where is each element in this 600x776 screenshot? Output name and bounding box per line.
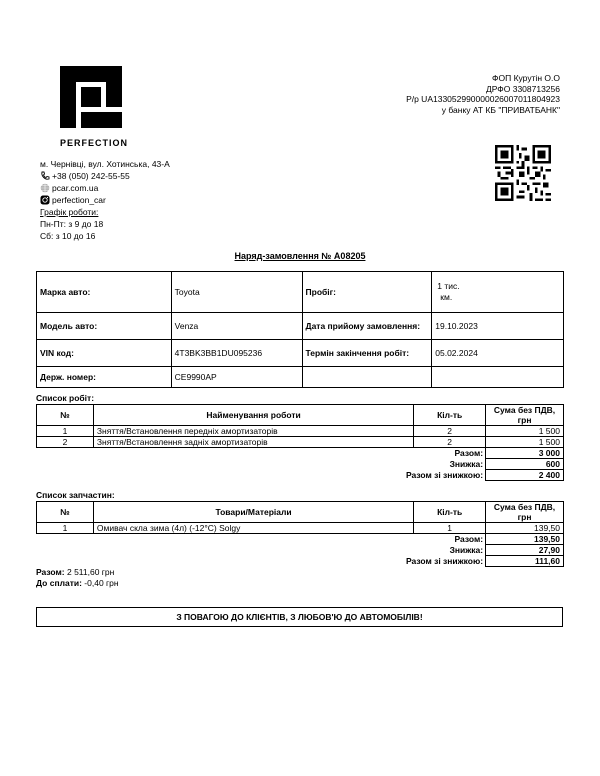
works-row-qty: 2 xyxy=(414,437,486,448)
empty-cell xyxy=(432,367,564,388)
mileage-value-line1: 1 тис. xyxy=(437,281,460,291)
works-total-value: 3 000 xyxy=(486,448,564,459)
schedule-saturday: Сб: з 10 до 16 xyxy=(40,231,96,241)
company-account: Р/р UA133052990000026007011804923 xyxy=(406,94,560,104)
works-discount-label: Знижка: xyxy=(449,459,484,469)
company-tax-id: ДРФО 3308713256 xyxy=(485,83,560,94)
website-link[interactable]: pcar.com.ua xyxy=(52,183,99,193)
instagram-icon xyxy=(40,195,50,205)
brand-logo-icon xyxy=(60,66,122,128)
qr-code-icon xyxy=(495,145,551,201)
parts-discount-value: 27,90 xyxy=(486,545,564,556)
make-value: Toyota xyxy=(171,272,302,313)
parts-table xyxy=(36,501,564,567)
table-row xyxy=(37,426,564,437)
footer-slogan: З ПОВАГОЮ ДО КЛІЄНТІВ, З ЛЮБОВ'Ю ДО АВТОМОБІЛІВ! xyxy=(36,607,563,627)
make-label: Марка авто: xyxy=(37,272,172,313)
deadline-value: 05.02.2024 xyxy=(432,340,564,367)
parts-header-qty: Кіл-ть xyxy=(414,502,486,523)
mileage-value-line2: км. xyxy=(440,292,453,302)
model-label: Модель авто: xyxy=(37,313,172,340)
parts-row-qty: 1 xyxy=(414,523,486,534)
plate-label: Держ. номер: xyxy=(37,367,172,388)
vehicle-info-table xyxy=(36,271,564,388)
works-row-name: Зняття/Встановлення передніх амортизаторів xyxy=(93,426,413,437)
works-with-discount-value: 2 400 xyxy=(486,470,564,481)
amount-due-label: До сплати: xyxy=(36,578,82,588)
works-header-sum: Сума без ПДВ, грн xyxy=(486,405,564,426)
contacts-block xyxy=(40,158,170,242)
works-header-qty: Кіл-ть xyxy=(414,405,486,426)
vin-value: 4T3BK3BB1DU095236 xyxy=(171,340,302,367)
globe-icon xyxy=(40,183,50,193)
grand-total-label: Разом: xyxy=(36,567,65,577)
works-row-num: 2 xyxy=(37,437,94,448)
parts-header-name: Товари/Матеріали xyxy=(93,502,413,523)
parts-row-name: Омивач скла зима (4л) (-12°С) Solgy xyxy=(93,523,413,534)
works-discount-value: 600 xyxy=(486,459,564,470)
works-total-label: Разом: xyxy=(454,448,484,459)
phone-icon xyxy=(40,171,50,181)
parts-row-num: 1 xyxy=(37,523,94,534)
company-details xyxy=(406,73,560,115)
works-with-discount-label: Разом зі знижкою: xyxy=(405,470,484,480)
grand-total-value: 2 511,60 грн xyxy=(66,567,115,577)
amount-due-value: -0,40 грн xyxy=(84,578,119,588)
vin-label: VIN код: xyxy=(37,340,172,367)
empty-cell xyxy=(302,367,432,388)
parts-discount-label: Знижка: xyxy=(449,545,484,555)
order-title: Наряд-замовлення № А08205 xyxy=(234,251,366,261)
table-row xyxy=(37,437,564,448)
works-row-num: 1 xyxy=(37,426,94,437)
works-row-sum: 1 500 xyxy=(486,437,564,448)
accepted-date-value: 19.10.2023 xyxy=(432,313,564,340)
plate-value: CE9990AP xyxy=(171,367,302,388)
table-row xyxy=(37,523,564,534)
works-row-name: Зняття/Встановлення задніх амортизаторів xyxy=(93,437,413,448)
works-header-num: № xyxy=(37,405,94,426)
instagram-link[interactable]: perfection_car xyxy=(52,195,106,205)
accepted-date-label: Дата прийому замовлення: xyxy=(302,313,432,340)
parts-header-num: № xyxy=(37,502,94,523)
parts-total-value: 139,50 xyxy=(486,534,564,545)
mileage-label: Пробіг: xyxy=(302,272,432,313)
grand-totals xyxy=(36,567,119,589)
address: м. Чернівці, вул. Хотинська, 43-А xyxy=(40,159,170,169)
parts-header-sum: Сума без ПДВ, грн xyxy=(486,502,564,523)
parts-row-sum: 139,50 xyxy=(486,523,564,534)
works-row-qty: 2 xyxy=(414,426,486,437)
parts-total-label: Разом: xyxy=(454,534,484,545)
model-value: Venza xyxy=(171,313,302,340)
schedule-weekdays: Пн-Пт: з 9 до 18 xyxy=(40,219,104,229)
brand-name: PERFECTION xyxy=(60,138,129,148)
parts-with-discount-label: Разом зі знижкою: xyxy=(405,556,484,566)
parts-with-discount-value: 111,60 xyxy=(486,556,564,567)
parts-section-title: Список запчастин: xyxy=(36,490,115,500)
company-bank: у банку АТ КБ "ПРИВАТБАНК" xyxy=(441,104,560,115)
works-header-name: Найменування роботи xyxy=(93,405,413,426)
phone-link[interactable]: +38 (050) 242-55-55 xyxy=(52,171,130,181)
mileage-value xyxy=(432,272,564,313)
works-table xyxy=(36,404,564,481)
company-owner: ФОП Курутін О.О xyxy=(492,73,560,83)
deadline-label: Термін закінчення робіт: xyxy=(302,340,432,367)
works-section-title: Список робіт: xyxy=(36,393,95,403)
works-row-sum: 1 500 xyxy=(486,426,564,437)
schedule-title: Графік роботи: xyxy=(40,207,99,217)
